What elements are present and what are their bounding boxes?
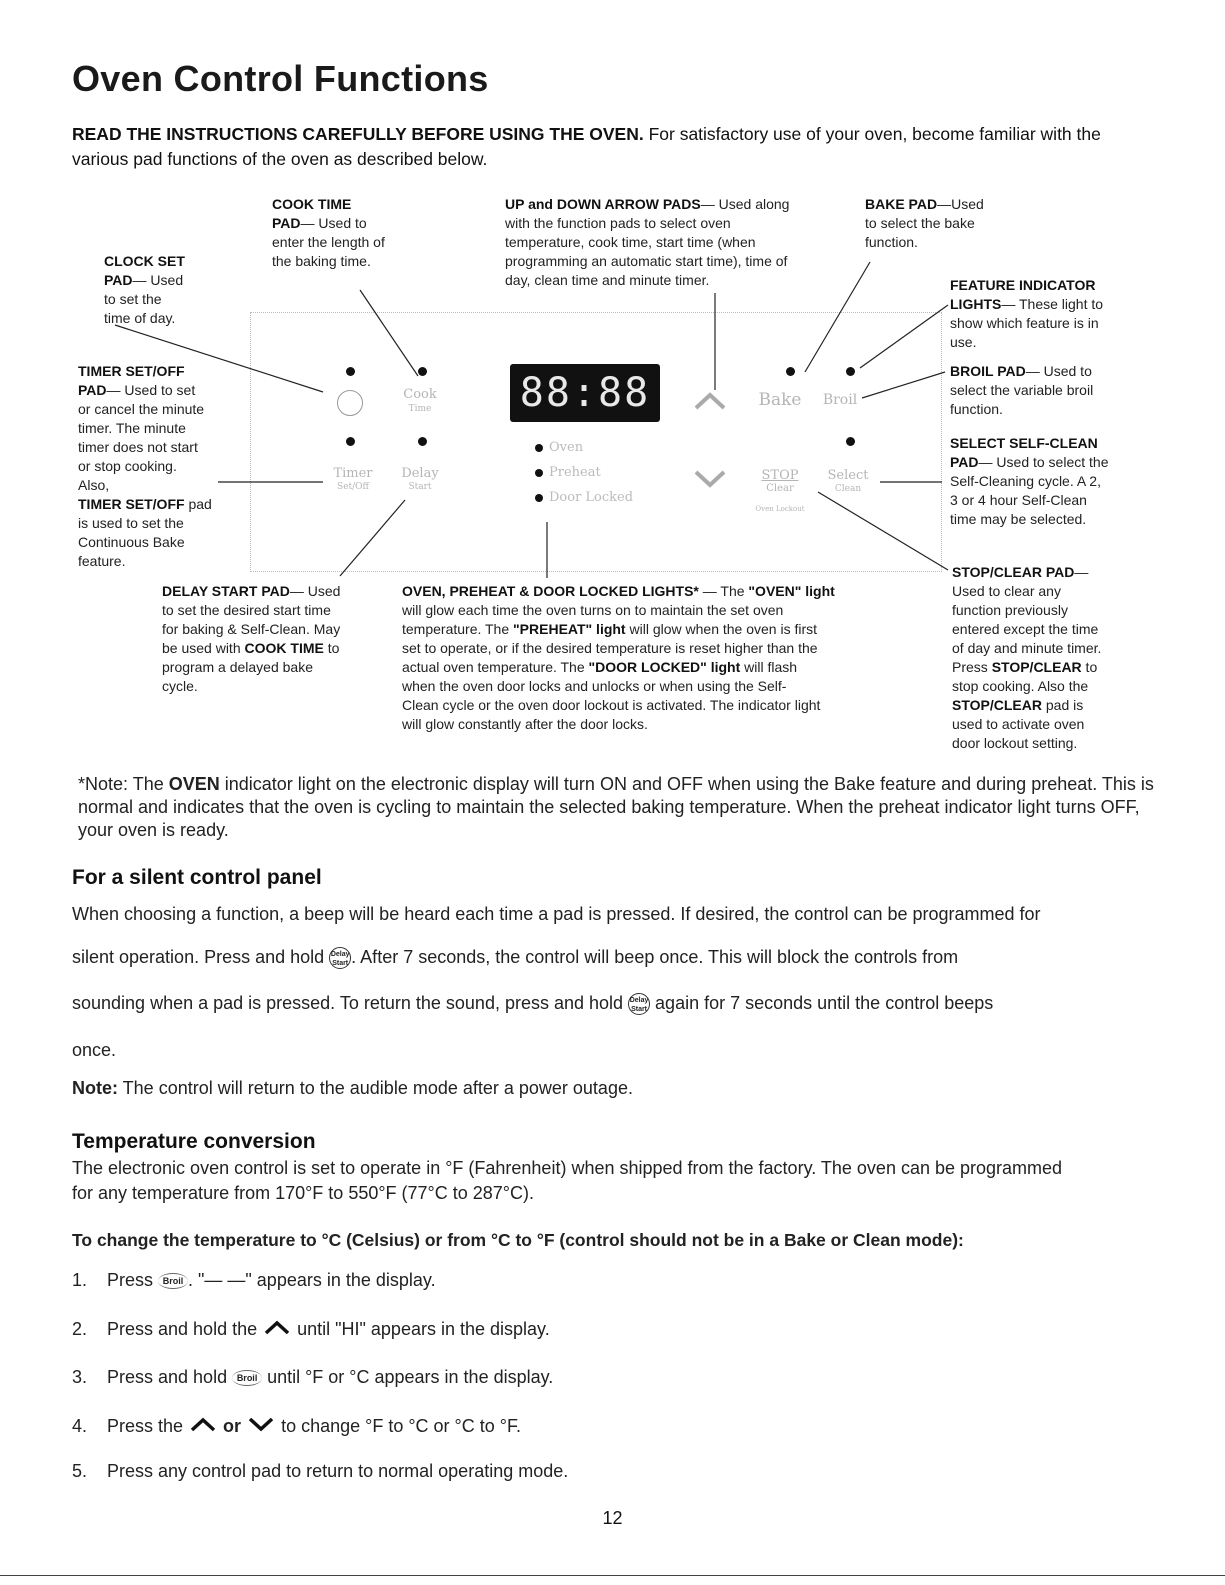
step-1-num: 1. — [72, 1270, 88, 1290]
lights-l2: will glow each time the oven turns on to maintain the set oven — [402, 602, 784, 618]
clock-set-head: CLOCK SET — [104, 253, 185, 269]
stop-l3: function previously — [952, 602, 1068, 618]
step-3-b: until °F or °C appears in the display. — [262, 1367, 554, 1387]
bake-l2: to select the bake — [865, 215, 975, 231]
silent-note-t: The control will return to the audible mode after a power outage. — [118, 1078, 633, 1098]
delay-icon-l2: Start — [631, 1006, 648, 1014]
temp-p2: for any temperature from 170°F to 550°F (77°C to 287°C). — [72, 1183, 534, 1203]
silent-p2 — [72, 947, 1152, 969]
note-a: *Note: The — [78, 774, 169, 794]
indicator-dot — [346, 437, 355, 446]
delay-l4b: COOK TIME — [244, 640, 324, 656]
silent-note — [72, 1078, 1152, 1099]
silent-p3a: sounding when a pad is pressed. To return the sound, press and hold — [72, 993, 629, 1013]
timer-l10: feature. — [78, 553, 126, 569]
delay-start-icon — [329, 947, 351, 969]
timer-l3: timer. The minute — [78, 420, 186, 436]
bake-l3: function. — [865, 234, 918, 250]
silent-panel-heading: For a silent control panel — [72, 866, 322, 889]
led-oven — [535, 440, 583, 455]
broil-l3: function. — [950, 401, 1003, 417]
lights-head: OVEN, PREHEAT & DOOR LOCKED LIGHTS* — [402, 583, 699, 599]
feature-lights-word: LIGHTS — [950, 296, 1002, 312]
broil-head-b: — Used to — [1025, 363, 1092, 379]
clock-set-l1b: — Used — [132, 272, 184, 288]
led-oven-label: Oven — [549, 440, 584, 455]
indicator-dot — [846, 367, 855, 376]
step-5 — [72, 1461, 568, 1482]
led-preheat-label: Preheat — [549, 465, 601, 480]
stop-l5: of day and minute timer. — [952, 640, 1102, 656]
silent-p4: once. — [72, 1040, 117, 1060]
delay-l3: for baking & Self-Clean. May — [162, 621, 341, 637]
arrow-pads-l4: programming an automatic start time), time of — [505, 253, 788, 269]
temp-heading: Temperature conversion — [72, 1130, 316, 1153]
timer-l7: TIMER SET/OFF — [78, 496, 185, 512]
timer-l8: is used to set the — [78, 515, 184, 531]
step-4-a: Press the — [107, 1416, 189, 1436]
broil-pad-icon: Broil — [232, 1370, 262, 1386]
timer-l6: Also, — [78, 477, 110, 493]
delay-start-pad[interactable] — [395, 468, 445, 493]
feature-l3: use. — [950, 334, 977, 350]
delay-head: DELAY START PAD — [162, 583, 290, 599]
delay-pad-sublabel: Start — [408, 482, 432, 492]
cook-pad-sublabel: Time — [408, 404, 432, 414]
stop-l2: Used to clear any — [952, 583, 1061, 599]
led-door-locked — [535, 490, 633, 505]
stop-l6b: STOP/CLEAR — [991, 659, 1082, 675]
clock-set-l2: to set the — [104, 291, 162, 307]
lights-l5b: "DOOR LOCKED" light — [588, 659, 741, 675]
broil-pad-label — [950, 362, 1093, 419]
lights-l7: Clean cycle or the oven door lockout is activated. The indicator light — [402, 697, 821, 713]
arrow-pads-l2: with the function pads to select oven — [505, 215, 731, 231]
silent-p3b: again for 7 seconds until the control beeps — [650, 993, 994, 1013]
cook-time-label — [272, 195, 385, 271]
arrow-pads-l3: temperature, cook time, start time (when — [505, 234, 756, 250]
timer-l5: or stop cooking. — [78, 458, 177, 474]
stop-l10: door lockout setting. — [952, 735, 1078, 751]
broil-pad[interactable]: Broil — [822, 392, 858, 408]
page-number: 12 — [602, 1508, 623, 1528]
stop-l6c: to — [1081, 659, 1098, 675]
delay-start-label — [162, 582, 340, 696]
self-clean-head: SELECT SELF-CLEAN — [950, 435, 1098, 451]
step-4 — [72, 1416, 521, 1437]
bake-pad-label — [865, 195, 984, 252]
up-arrow-icon — [262, 1319, 292, 1335]
page-bottom-rule — [0, 1575, 1225, 1576]
delay-icon-l1: Delay — [330, 951, 350, 959]
select-clean-pad[interactable] — [820, 470, 876, 495]
step-4-num: 4. — [72, 1416, 88, 1436]
step-1 — [72, 1270, 436, 1291]
step-4-b: to change °F to °C or °C to °F. — [276, 1416, 521, 1436]
bake-pad[interactable]: Bake — [758, 390, 802, 410]
lights-head-c: "OVEN" light — [748, 583, 835, 599]
stop-clear-pad[interactable] — [752, 470, 808, 495]
timer-l9: Continuous Bake — [78, 534, 185, 550]
intro-text: For satisfactory use of your oven, become familiar with the various pad functions of the oven as described below. — [72, 124, 1101, 169]
clock-icon[interactable] — [337, 390, 363, 416]
feature-l1b: — These light to — [1001, 296, 1104, 312]
stop-pad-label: STOP — [761, 468, 799, 483]
silent-p2b: . After 7 seconds, the control will beep once. This will block the controls from — [351, 947, 959, 967]
step-1-b: . "— —" appears in the display. — [188, 1270, 436, 1290]
lights-l6: when the oven door locks and unlocks or when using the Self- — [402, 678, 787, 694]
note-c: indicator light on the electronic display will turn ON and OFF when using the Bake feature and during preheat. This is normal and indicates that the oven is cycling to maintain the selected baking temperature. When the preheat indicator light turns OFF, your oven is ready. — [78, 774, 1154, 840]
led-preheat — [535, 465, 601, 480]
clock-display: 88:88 — [510, 364, 660, 422]
stop-head: STOP/CLEAR PAD — [952, 564, 1075, 580]
delay-icon-l2: Start — [332, 960, 349, 968]
step-2-num: 2. — [72, 1319, 88, 1339]
lights-l3c: will glow when the oven is first — [625, 621, 818, 637]
timer-pad-word: PAD — [78, 382, 107, 398]
stop-l9: used to activate oven — [952, 716, 1085, 732]
down-arrow-icon[interactable] — [692, 468, 728, 490]
up-arrow-icon[interactable] — [692, 390, 728, 412]
temp-subhead: To change the temperature to °C (Celsius) or from °C to °F (control should not be in a Bake or Clean mode): — [72, 1230, 964, 1250]
indicator-dot — [786, 367, 795, 376]
arrow-pads-head: UP and DOWN ARROW PADS — [505, 196, 701, 212]
cook-time-pad-word: PAD — [272, 215, 301, 231]
step-3 — [72, 1367, 553, 1388]
broil-head: BROIL PAD — [950, 363, 1026, 379]
stop-l8a: STOP/CLEAR — [952, 697, 1042, 713]
stop-clear-label — [952, 563, 1101, 753]
delay-pad-label: Delay — [401, 466, 439, 481]
stop-l7: stop cooking. Also the — [952, 678, 1089, 694]
self-clean-label — [950, 434, 1108, 529]
stop-head-b: — — [1074, 564, 1089, 580]
stop-pad-sublabel: Clear — [766, 483, 794, 494]
timer-set-off-label — [78, 362, 212, 571]
feature-lights-label — [950, 276, 1103, 352]
feature-head: FEATURE INDICATOR — [950, 277, 1096, 293]
stop-l8b: pad is — [1041, 697, 1084, 713]
clock-set-pad: PAD — [104, 272, 133, 288]
delay-l5: program a delayed bake — [162, 659, 313, 675]
timer-l4: timer does not start — [78, 439, 198, 455]
lights-l8: will glow constantly after the door locks. — [402, 716, 648, 732]
note-b: OVEN — [168, 774, 220, 794]
delay-l2: to set the desired start time — [162, 602, 331, 618]
delay-l4a: be used with — [162, 640, 245, 656]
silent-note-b: Note: — [72, 1078, 118, 1098]
arrow-pads-label — [505, 195, 789, 290]
stop-l6a: Press — [952, 659, 992, 675]
silent-p1: When choosing a function, a beep will be heard each time a pad is pressed. If desired, the control can be programmed for — [72, 904, 1041, 924]
temp-p1: The electronic oven control is set to operate in °F (Fahrenheit) when shipped from the factory. The oven can be programmed — [72, 1158, 1063, 1178]
page-title: Oven Control Functions — [72, 58, 489, 99]
self-clean-l2: Self-Cleaning cycle. A 2, — [950, 473, 1101, 489]
delay-start-icon — [628, 993, 650, 1015]
cook-time-l3: the baking time. — [272, 253, 371, 269]
indicator-dot — [418, 437, 427, 446]
select-pad-sublabel: Clean — [834, 484, 862, 494]
cook-pad-label: Cook — [403, 387, 437, 402]
lights-l5a: actual oven temperature. The — [402, 659, 589, 675]
indicator-dot — [846, 437, 855, 446]
broil-l2: select the variable broil — [950, 382, 1094, 398]
timer-set-off-pad[interactable] — [328, 468, 378, 493]
stop-l4: entered except the time — [952, 621, 1099, 637]
step-2-a: Press and hold the — [107, 1319, 263, 1339]
timer-l1b: — Used to set — [106, 382, 196, 398]
indicator-lights-label — [402, 582, 835, 734]
delay-icon-l1: Delay — [629, 997, 649, 1005]
select-pad-label: Select — [827, 468, 869, 483]
self-clean-l3: 3 or 4 hour Self-Clean — [950, 492, 1087, 508]
cook-time-l2: enter the length of — [272, 234, 385, 250]
led-door-label: Door Locked — [549, 490, 634, 505]
oven-lockout-indicator: Oven Lockout — [755, 505, 805, 513]
step-3-a: Press and hold — [107, 1367, 233, 1387]
lights-l4: set to operate, or if the desired temperature is reset higher than the — [402, 640, 818, 656]
lights-head-b: — The — [698, 583, 749, 599]
down-arrow-icon — [246, 1416, 276, 1432]
self-clean-pad-word: PAD — [950, 454, 979, 470]
timer-pad-sublabel: Set/Off — [337, 482, 369, 492]
lights-l3b: "PREHEAT" light — [513, 621, 626, 637]
cook-time-l1b: — Used to — [300, 215, 367, 231]
timer-pad-label: Timer — [333, 466, 373, 481]
step-4-or: or — [218, 1416, 247, 1436]
lights-l3a: temperature. The — [402, 621, 514, 637]
cook-time-pad[interactable] — [395, 388, 445, 416]
lights-l5c: will flash — [740, 659, 798, 675]
step-2-b: until "HI" appears in the display. — [292, 1319, 550, 1339]
silent-p2a: silent operation. Press and hold — [72, 947, 330, 967]
timer-head: TIMER SET/OFF — [78, 363, 185, 379]
cook-time-head: COOK TIME — [272, 196, 352, 212]
silent-p3 — [72, 993, 1152, 1015]
clock-set-l3: time of day. — [104, 310, 176, 326]
delay-l4c: to — [323, 640, 340, 656]
step-5-a: Press any control pad to return to normal operating mode. — [107, 1461, 569, 1481]
up-arrow-icon — [188, 1416, 218, 1432]
timer-l7b: pad — [184, 496, 212, 512]
timer-l2: or cancel the minute — [78, 401, 205, 417]
bake-head-b: —Used — [937, 196, 984, 212]
feature-l2: show which feature is in — [950, 315, 1099, 331]
step-3-num: 3. — [72, 1367, 88, 1387]
step-1-a: Press — [107, 1270, 159, 1290]
self-clean-l1b: — Used to select the — [978, 454, 1109, 470]
delay-head-b: — Used — [289, 583, 341, 599]
self-clean-l4: time may be selected. — [950, 511, 1087, 527]
arrow-pads-l5: day, clean time and minute timer. — [505, 272, 710, 288]
bake-head: BAKE PAD — [865, 196, 938, 212]
indicator-dot — [418, 367, 427, 376]
indicator-dot — [346, 367, 355, 376]
arrow-pads-head-b: — Used along — [700, 196, 790, 212]
clock-set-label — [104, 252, 185, 328]
step-5-num: 5. — [72, 1461, 88, 1481]
broil-pad-icon: Broil — [158, 1273, 188, 1289]
intro-bold: READ THE INSTRUCTIONS CAREFULLY BEFORE USING THE OVEN. — [72, 124, 644, 144]
oven-light-note — [78, 773, 1158, 842]
delay-l6: cycle. — [162, 678, 198, 694]
step-2 — [72, 1319, 550, 1340]
